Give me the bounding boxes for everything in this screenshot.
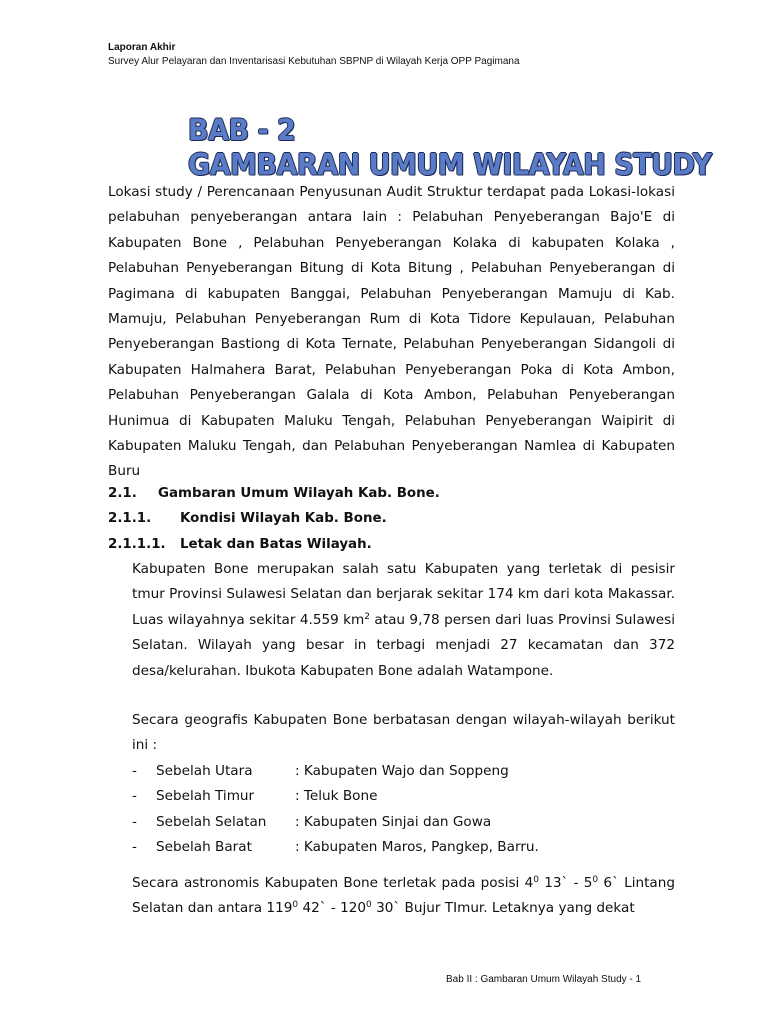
section-number: 2.1.1. — [108, 511, 152, 526]
astro-text: 30` Bujur TImur. Letaknya yang dekat — [371, 900, 635, 917]
list-item — [132, 810, 675, 835]
area-superscript: 2 — [364, 611, 371, 622]
section-heading-2-1 — [108, 484, 440, 504]
astro-text: 13` - 5 — [538, 875, 593, 891]
list-dash: - — [132, 763, 137, 779]
chapter-title-block — [188, 114, 712, 183]
section-title: Kondisi Wilayah Kab. Bone. — [180, 511, 387, 526]
list-item — [132, 784, 675, 809]
area-text-rest: atau 9,78 persen dari luas Provinsi Sulawesi Selatan. Wilayah yang besar in terbagi menjadi 27 kecamatan dan 372 desa/kelurahan. Ibukota Kabupaten Bone adalah Watampone. — [132, 611, 675, 679]
degree-superscript: 0 — [292, 900, 299, 911]
border-value: : Kabupaten Maros, Pangkep, Barru. — [295, 839, 539, 856]
border-direction: Sebelah Barat — [156, 839, 252, 856]
chapter-title: GAMBARAN UMUM WILAYAH STUDY — [188, 148, 712, 183]
list-item — [132, 835, 675, 860]
section-heading-2-1-1 — [108, 509, 387, 529]
border-direction: Sebelah Selatan — [156, 813, 267, 830]
running-header — [108, 41, 520, 69]
section-title: Gambaran Umum Wilayah Kab. Bone. — [158, 486, 440, 501]
degree-superscript: 0 — [366, 900, 372, 911]
list-dash: - — [132, 813, 137, 830]
astro-text: 6` Lintang Selatan dan antara 119 — [132, 875, 675, 917]
border-intro-paragraph: Secara geografis Kabupaten Bone berbatasan dengan wilayah-wilayah berikut ini : — [132, 712, 675, 754]
list-dash: - — [132, 788, 137, 805]
border-list — [132, 759, 675, 861]
page-footer: Bab II : Gambaran Umum Wilayah Study - 1 — [446, 974, 642, 985]
border-value: : Teluk Bone — [295, 788, 378, 805]
border-value: : Kabupaten Wajo dan Soppeng — [295, 763, 509, 779]
astro-text: Secara astronomis Kabupaten Bone terletak pada posisi 4 — [132, 875, 534, 891]
header-project-title: Survey Alur Pelayaran dan Inventarisasi Kebutuhan SBPNP di Wilayah Kerja OPP Pagimana — [108, 56, 520, 67]
border-value: : Kabupaten Sinjai dan Gowa — [295, 813, 492, 830]
section-number: 2.1. — [108, 486, 137, 501]
border-direction: Sebelah Timur — [156, 788, 255, 805]
degree-superscript: 0 — [533, 875, 539, 885]
list-item — [132, 759, 675, 784]
astro-text: 42` - 120 — [298, 900, 367, 917]
section-title: Letak dan Batas Wilayah. — [180, 537, 372, 552]
section-heading-2-1-1-1 — [108, 535, 372, 555]
border-direction: Sebelah Utara — [156, 763, 253, 779]
area-paragraph — [132, 557, 675, 684]
header-report-title: Laporan Akhir — [108, 42, 176, 53]
astronomical-paragraph — [132, 871, 675, 922]
area-text: Kabupaten Bone merupakan salah satu Kabupaten yang terletak di pesisir tmur Provinsi Sulawesi Selatan dan berjarak sekitar 174 km dari kota Makassar. Luas wilayahnya sekitar 4.559 km — [132, 561, 675, 628]
chapter-number: BAB - 2 — [188, 114, 296, 148]
degree-superscript: 0 — [592, 875, 599, 885]
intro-paragraph: Lokasi study / Perencanaan Penyusunan Audit Struktur terdapat pada Lokasi-lokasi pelabuhan penyeberangan antara lain : Pelabuhan Penyeberangan Bajo'E di Kabupaten Bone , Pelabuhan Penyeberangan Kolaka di kabupaten Kolaka , Pelabuhan Penyeberangan Bitung di Kota Bitung , Pelabuhan Penyeberangan di Pagimana di kabupaten Banggai, Pelabuhan Penyeberangan Mamuju di Kab. Mamuju, Pelabuhan Penyeberangan Rum di Kota Tidore Kepulauan, Pelabuhan Penyeberangan Bastiong di Kota Ternate, Pelabuhan Penyeberangan Sidangoli di Kabupaten Halmahera Barat, Pelabuhan Penyeberangan Poka di Kota Ambon, Pelabuhan Penyeberangan Galala di Kota Ambon, Pelabuhan Penyeberangan Hunimua di Kabupaten Maluku Tengah, Pelabuhan Penyeberangan Waipirit di Kabupaten Maluku Tengah, dan Pelabuhan Penyeberangan Namlea di Kabupaten Buru — [108, 184, 675, 480]
section-number: 2.1.1.1. — [108, 537, 166, 552]
list-dash: - — [132, 839, 137, 856]
